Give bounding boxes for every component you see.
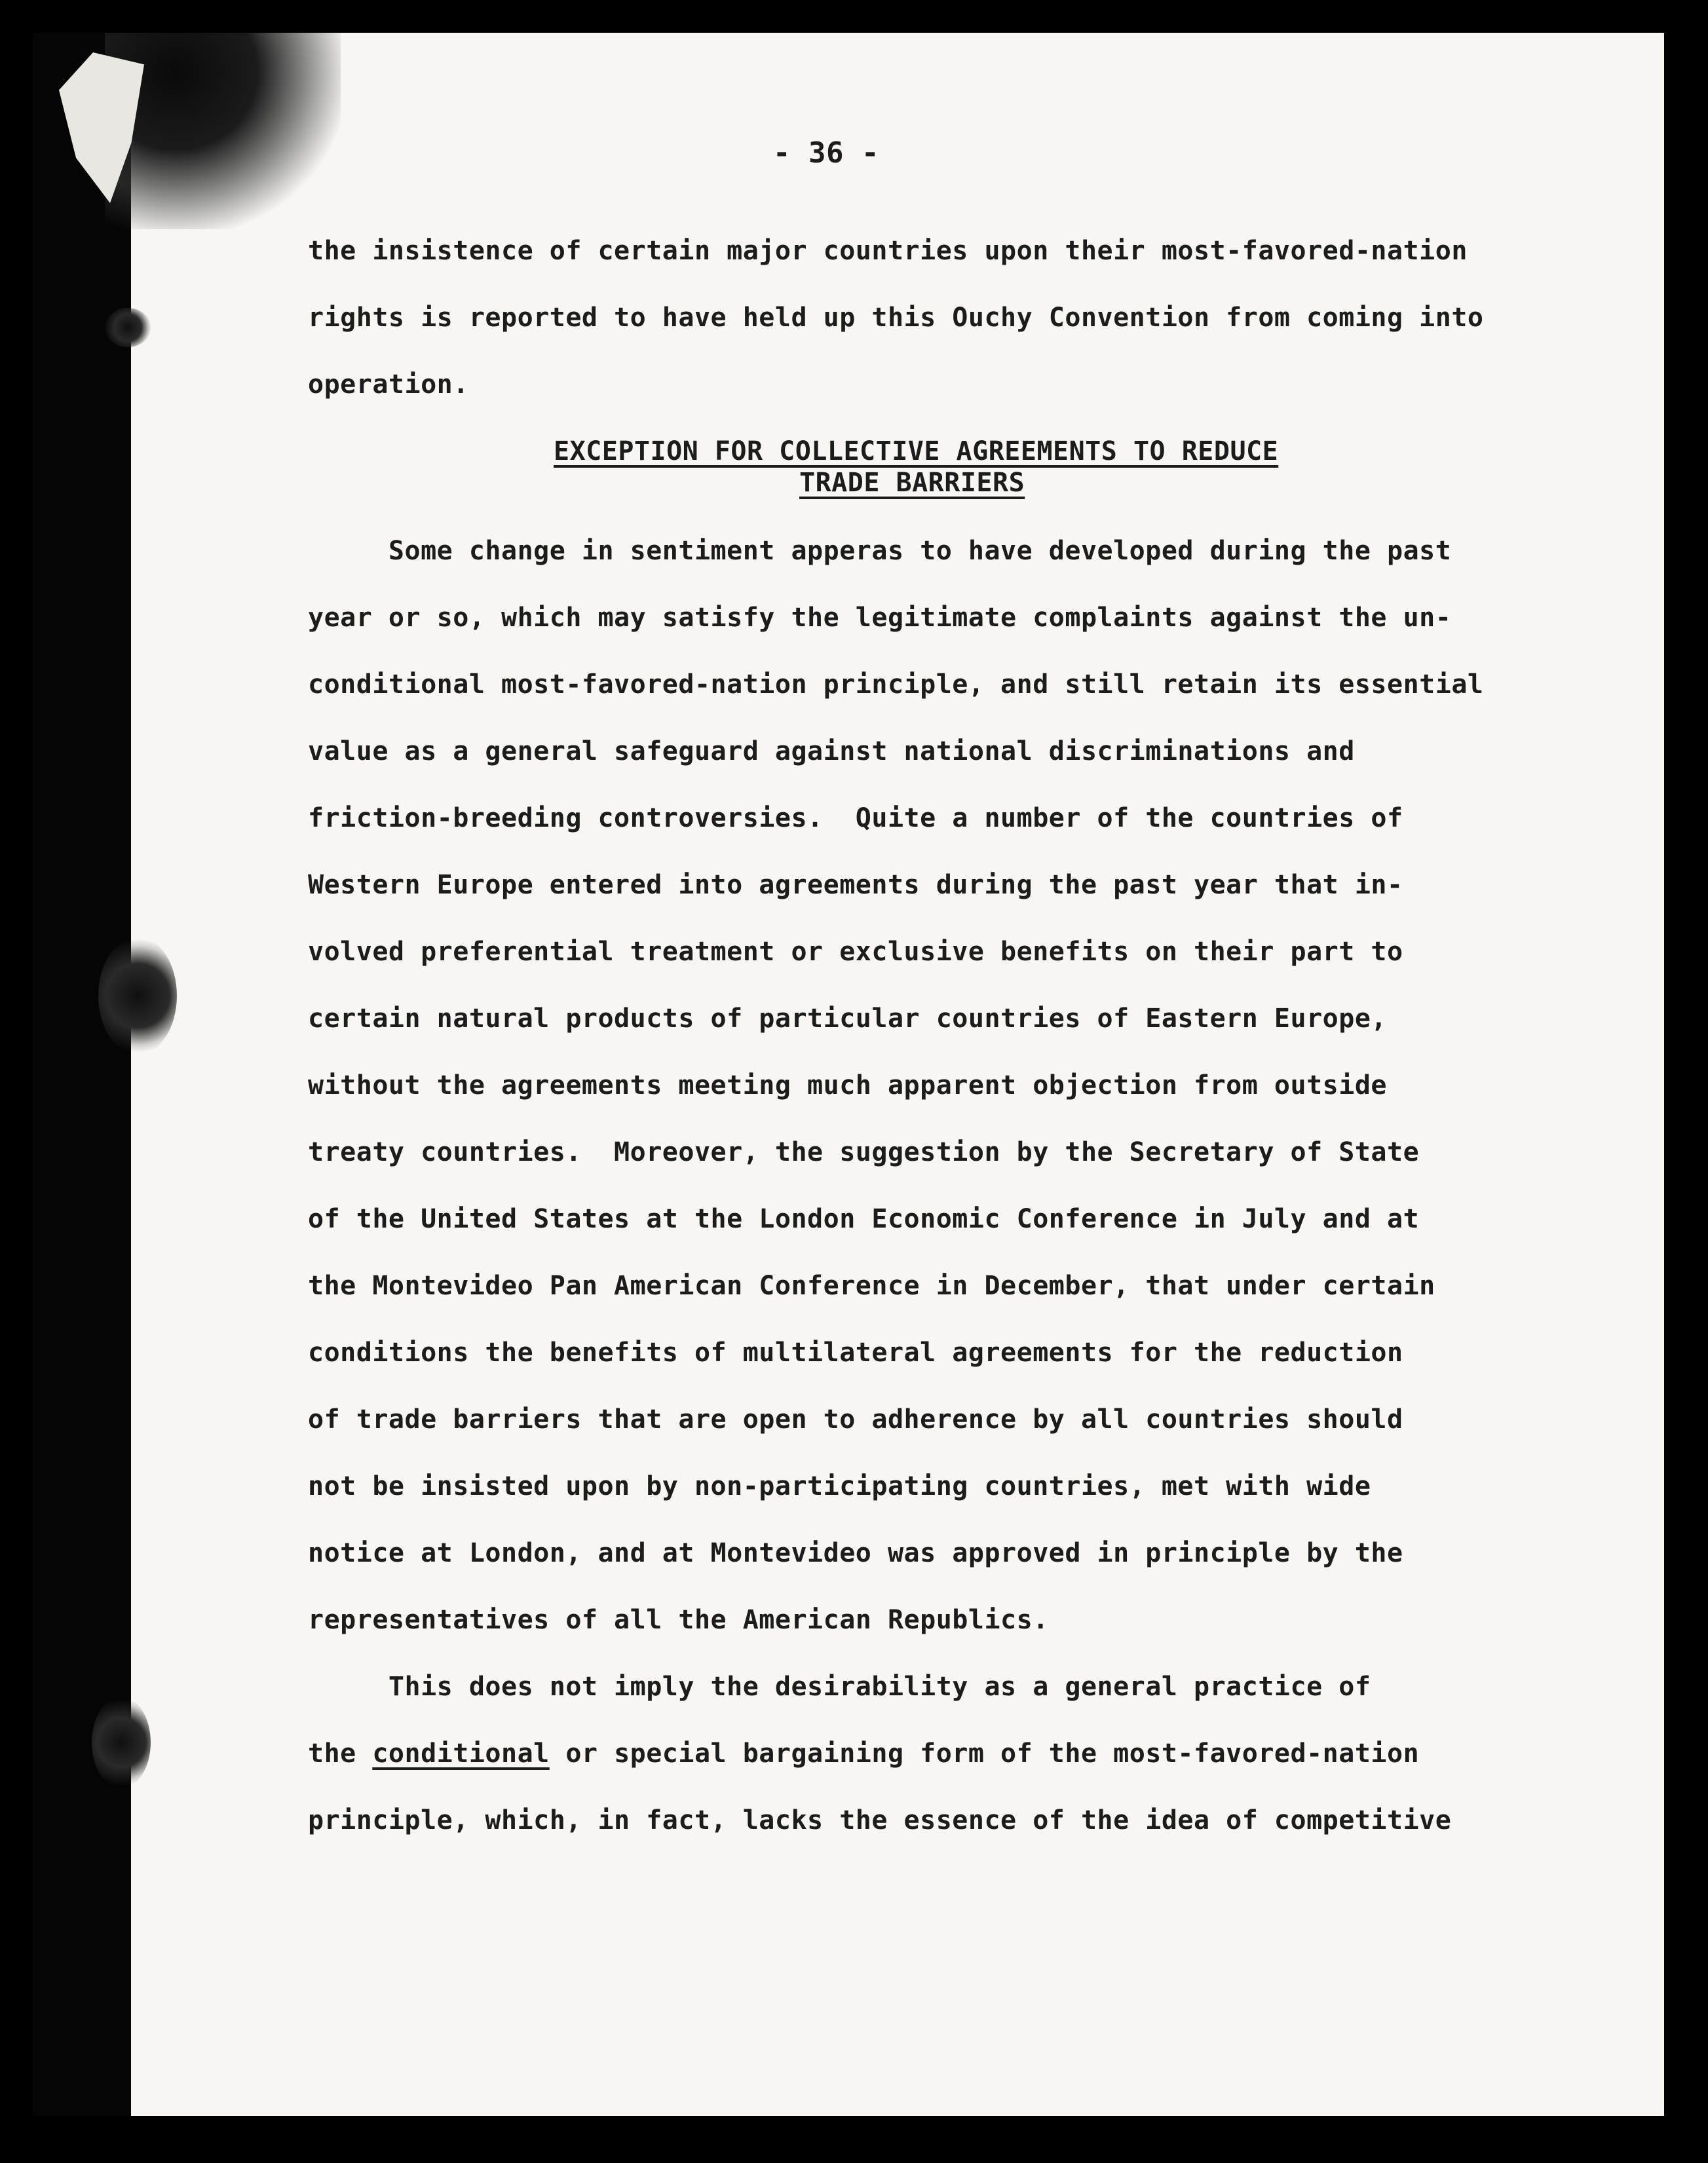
text-line: rights is reported to have held up this Ouchy Convention from coming into xyxy=(308,303,1484,333)
binding-strip xyxy=(33,33,131,2116)
text-line: certain natural products of particular countries of Eastern Europe, xyxy=(308,1004,1387,1034)
text-line: principle, which, in fact, lacks the essence of the idea of competitive xyxy=(308,1805,1452,1835)
text-line: conditional most-favored-nation principle, and still retain its essential xyxy=(308,669,1484,700)
text-line: volved preferential treatment or exclusive benefits on their part to xyxy=(308,937,1403,967)
text-line xyxy=(308,1739,1419,1769)
text-line: value as a general safeguard against national discriminations and xyxy=(308,736,1355,766)
text-line: the insistence of certain major countries upon their most-favored-nation xyxy=(308,236,1468,266)
page-number: - 36 - xyxy=(773,136,879,170)
text-segment: the xyxy=(308,1739,373,1769)
text-line: of the United States at the London Economic Conference in July and at xyxy=(308,1204,1420,1234)
text-line: year or so, which may satisfy the legitimate complaints against the un- xyxy=(308,603,1452,633)
section-heading-line-1: EXCEPTION FOR COLLECTIVE AGREEMENTS TO REDUCE xyxy=(554,436,1279,466)
document-page xyxy=(33,33,1664,2116)
ink-stain xyxy=(105,308,151,347)
text-line: operation. xyxy=(308,369,469,400)
text-line: friction-breeding controversies. Quite a number of the countries of xyxy=(308,803,1403,833)
text-line: Western Europe entered into agreements during the past year that in- xyxy=(308,870,1403,900)
text-line: Some change in sentiment apperas to have developed during the past xyxy=(308,536,1452,566)
text-line: treaty countries. Moreover, the suggestion by the Secretary of State xyxy=(308,1137,1420,1167)
text-line: This does not imply the desirability as a general practice of xyxy=(308,1672,1371,1702)
ink-stain xyxy=(98,937,177,1055)
text-line: not be insisted upon by non-participating countries, met with wide xyxy=(308,1471,1371,1501)
section-heading-line-2: TRADE BARRIERS xyxy=(799,468,1025,498)
text-line: of trade barriers that are open to adherence by all countries should xyxy=(308,1404,1403,1435)
underlined-word: conditional xyxy=(372,1739,550,1769)
text-line: conditions the benefits of multilateral agreements for the reduction xyxy=(308,1338,1403,1368)
ink-stain xyxy=(92,1697,151,1788)
text-line: notice at London, and at Montevideo was approved in principle by the xyxy=(308,1538,1403,1568)
torn-corner xyxy=(105,33,341,229)
text-line: without the agreements meeting much apparent objection from outside xyxy=(308,1070,1387,1100)
text-line: representatives of all the American Republics. xyxy=(308,1605,1049,1635)
text-line: the Montevideo Pan American Conference in December, that under certain xyxy=(308,1271,1435,1301)
text-segment: or special bargaining form of the most-favored-nation xyxy=(549,1739,1420,1769)
